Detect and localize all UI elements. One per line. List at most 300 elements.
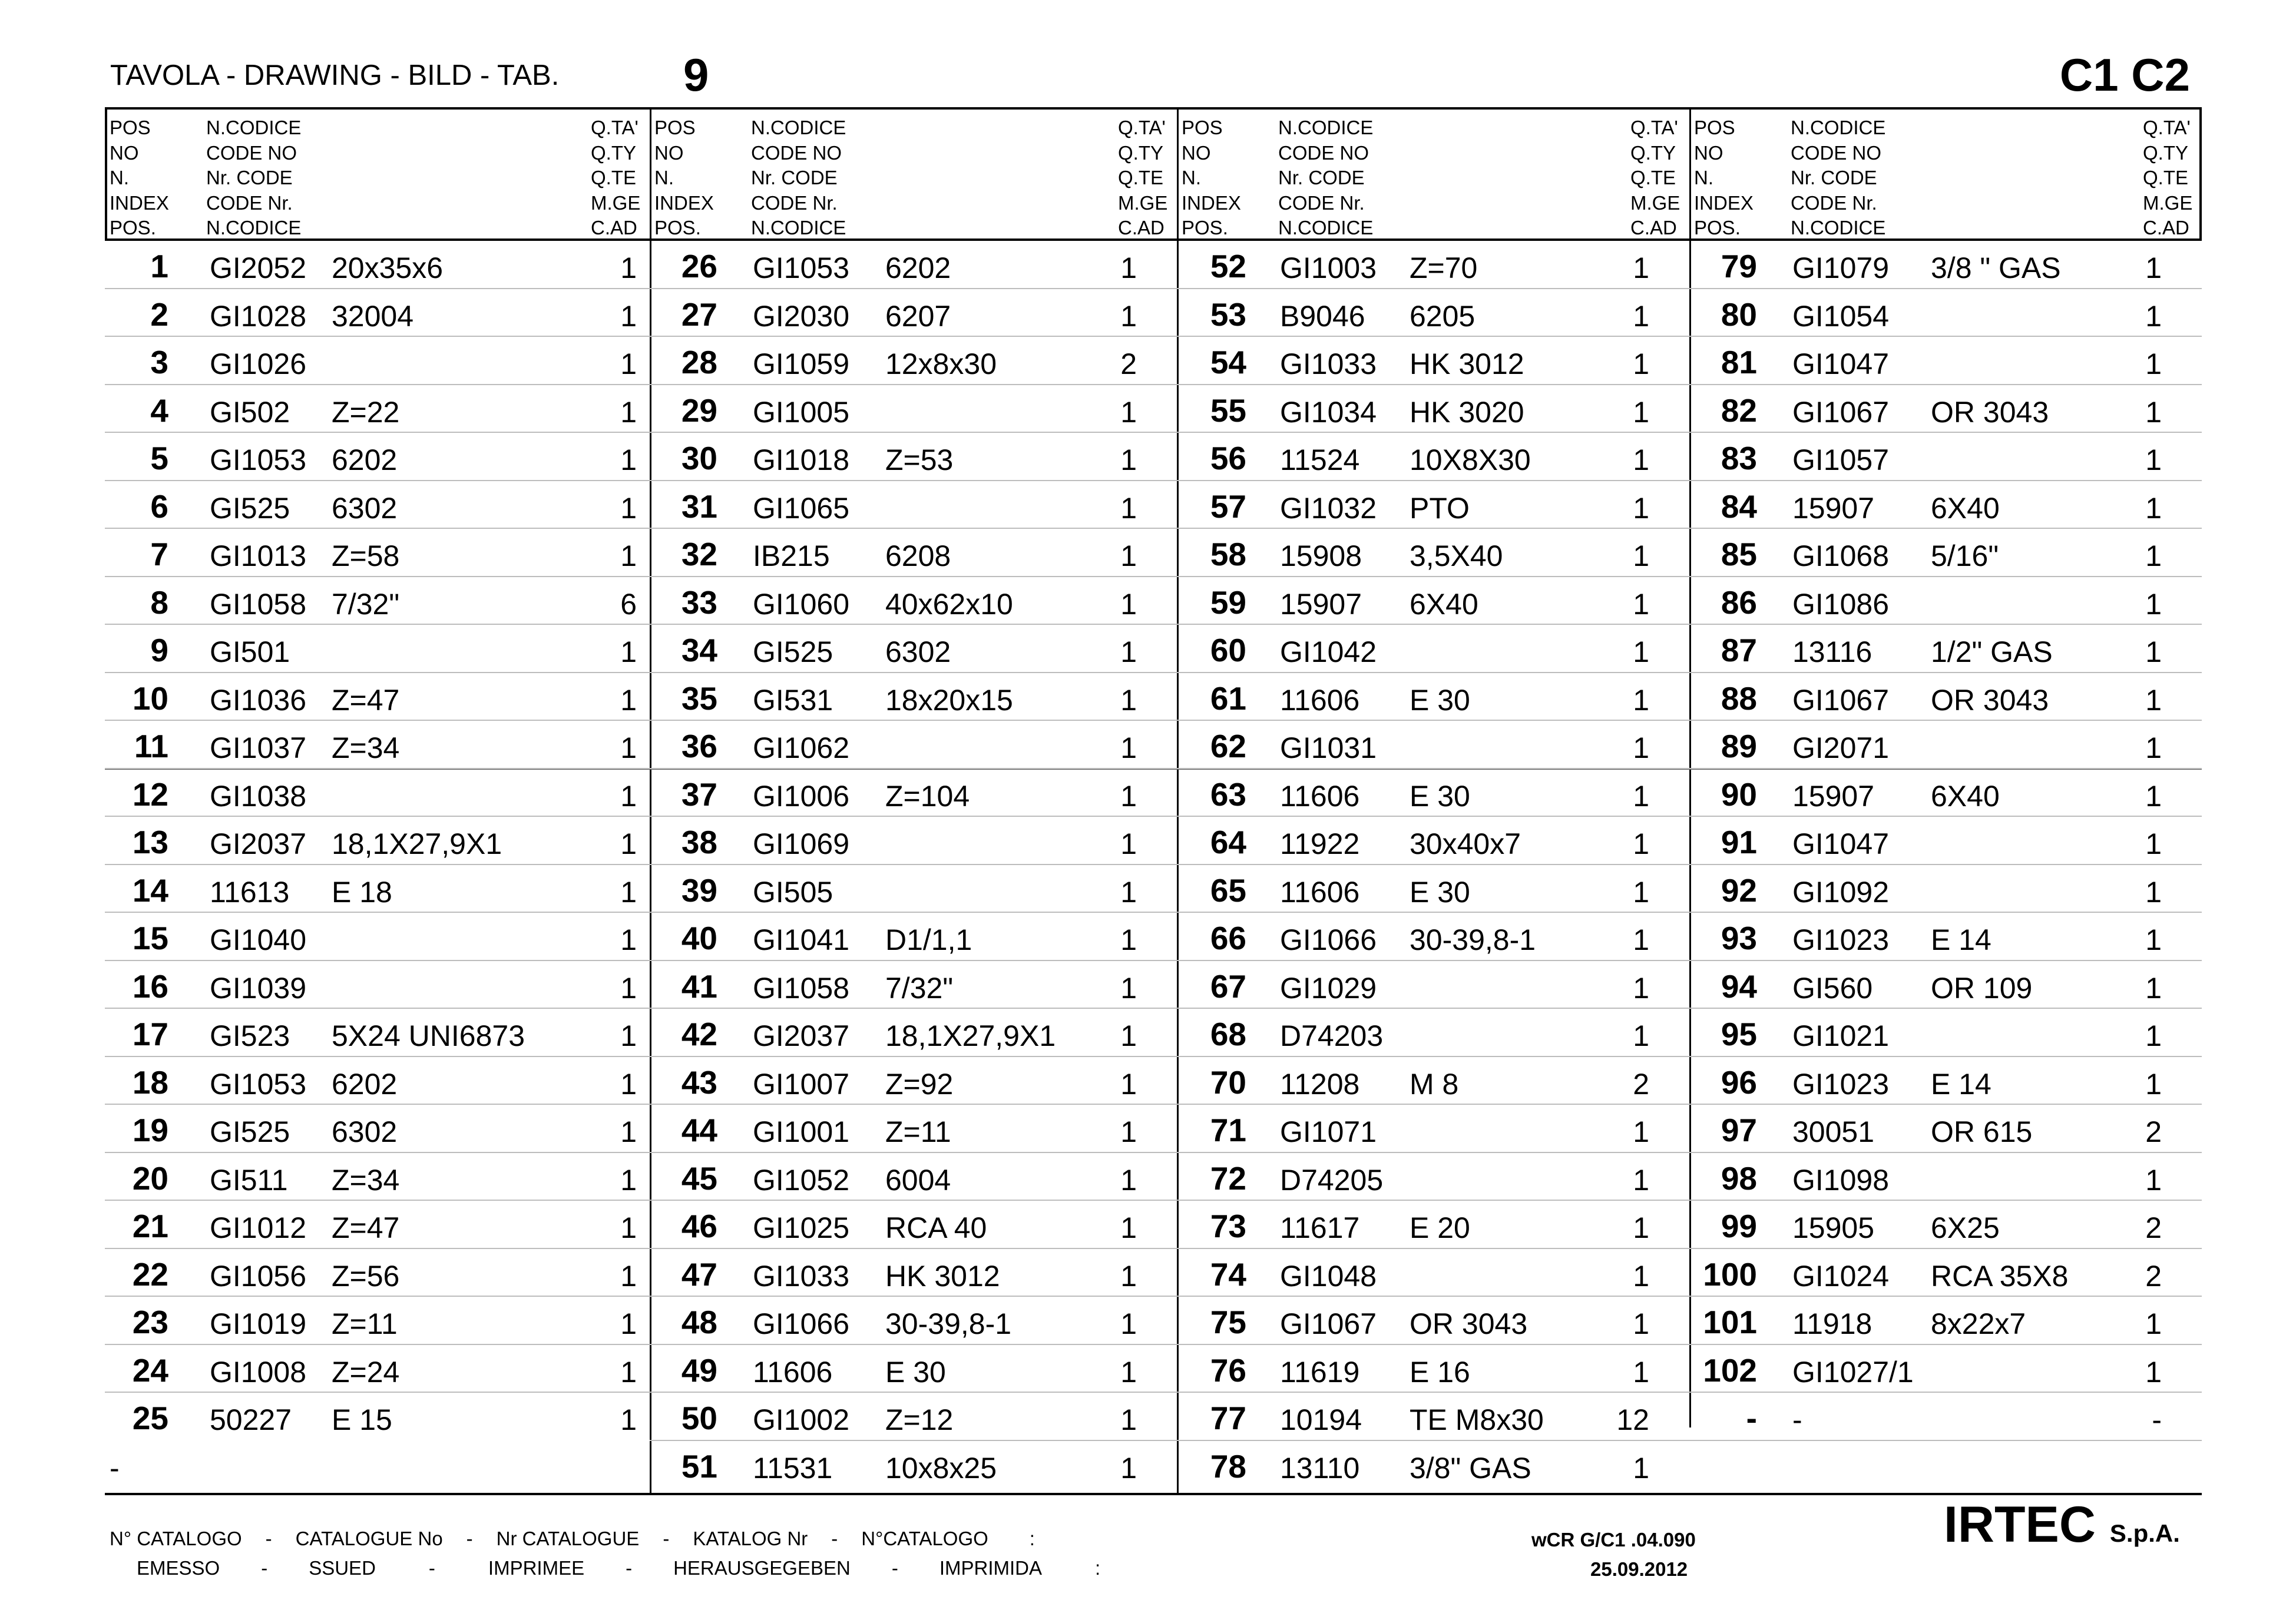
part-description: Z=34 [332, 731, 400, 764]
table-row [650, 1440, 1177, 1489]
header-qty-labels [1630, 115, 1680, 241]
table-row [1177, 577, 1689, 625]
part-quantity: 1 [2145, 587, 2162, 621]
part-description: 40x62x10 [885, 587, 1013, 621]
part-code: GI525 [210, 491, 290, 525]
part-description: Z=56 [332, 1259, 400, 1293]
part-quantity: 1 [620, 443, 637, 476]
header-label: NO [1694, 141, 1723, 164]
part-quantity: 1 [2145, 347, 2162, 380]
part-position: 46 [681, 1208, 717, 1244]
header-label: N.CODICE [1278, 217, 1374, 239]
header-label: Nr. CODE [206, 167, 293, 188]
part-quantity: 1 [1120, 683, 1137, 717]
part-quantity: 1 [1633, 827, 1649, 860]
part-position: 11 [134, 728, 168, 764]
part-quantity: 1 [2145, 539, 2162, 572]
header-label: NO [1182, 141, 1211, 164]
trailing-dash: - [110, 1452, 120, 1485]
part-quantity: 1 [620, 395, 637, 429]
part-quantity: 1 [1120, 827, 1137, 860]
part-quantity: 1 [1120, 395, 1137, 429]
table-row [105, 289, 650, 337]
table-row [650, 769, 1177, 817]
header-label: CODE Nr. [1791, 191, 1877, 214]
part-quantity: 1 [2145, 1067, 2162, 1101]
column-header [105, 107, 650, 240]
part-description: 32004 [332, 299, 414, 333]
header-label: POS. [1182, 217, 1228, 239]
part-position: 73 [1210, 1208, 1246, 1244]
part-code: GI1065 [753, 491, 850, 525]
part-description: 6302 [885, 635, 951, 668]
part-code: GI1059 [753, 347, 850, 380]
part-code: 15907 [1280, 587, 1362, 621]
part-quantity: 1 [1633, 395, 1649, 429]
table-row [105, 912, 650, 960]
part-quantity: 1 [620, 299, 637, 333]
part-position: 76 [1210, 1352, 1246, 1389]
part-code: GI1032 [1280, 491, 1377, 525]
part-code: GI531 [753, 683, 833, 717]
table-row [1689, 960, 2202, 1009]
part-position: 91 [1721, 824, 1757, 860]
part-quantity: 1 [1120, 1355, 1137, 1389]
part-quantity: - [2152, 1403, 2162, 1436]
part-position: 8 [150, 584, 168, 621]
part-quantity: 1 [2145, 635, 2162, 668]
part-code: GI1086 [1792, 587, 1890, 621]
part-quantity: 1 [1120, 443, 1137, 476]
part-quantity: 1 [2145, 971, 2162, 1005]
part-quantity: 1 [1120, 635, 1137, 668]
part-code: GI1001 [753, 1115, 850, 1148]
footer-label: Nr CATALOGUE [496, 1528, 640, 1549]
part-quantity: 1 [1120, 1403, 1137, 1436]
part-position: 57 [1210, 488, 1246, 525]
footer-label: HERAUSGEGEBEN [673, 1557, 851, 1579]
header-label: Q.TE [1630, 167, 1676, 188]
table-row [1689, 1248, 2202, 1297]
part-code: GI1008 [210, 1355, 307, 1389]
part-description: 6X40 [1931, 491, 2000, 525]
table-row [1177, 1344, 1689, 1393]
table-row [1689, 1296, 2202, 1344]
part-code: GI525 [210, 1115, 290, 1148]
part-code: GI1013 [210, 539, 307, 572]
part-position: 61 [1210, 680, 1246, 717]
header-label: INDEX [654, 191, 714, 214]
part-description: E 15 [332, 1403, 392, 1436]
header-label: POS [1182, 117, 1223, 138]
part-description: Z=47 [332, 683, 400, 717]
part-quantity: 1 [1633, 1451, 1649, 1485]
table-row [1689, 432, 2202, 481]
part-description: Z=70 [1410, 251, 1478, 284]
part-description: 30-39,8-1 [1410, 923, 1536, 956]
table-row [1177, 240, 1689, 289]
part-position: 28 [681, 344, 717, 380]
brand-suffix: S.p.A. [2109, 1519, 2180, 1547]
part-position: 49 [681, 1352, 717, 1389]
header-label: POS. [110, 217, 156, 239]
part-quantity: 1 [2145, 299, 2162, 333]
part-code: GI502 [210, 395, 290, 429]
part-position: 38 [681, 824, 717, 860]
table-row [1177, 1248, 1689, 1297]
header-qty-labels [2143, 115, 2192, 241]
part-code: 13110 [1280, 1451, 1360, 1485]
part-position: 78 [1210, 1448, 1246, 1485]
header-pos-labels [654, 115, 714, 241]
part-position: 40 [681, 920, 717, 956]
part-code: GI1062 [753, 731, 850, 764]
table-row [650, 1056, 1177, 1105]
part-position: 7 [150, 536, 168, 572]
header-label: Q.TE [1118, 167, 1164, 188]
header-code-labels [751, 115, 846, 241]
part-quantity: 1 [620, 1211, 637, 1244]
header-label: Q.TY [1118, 141, 1164, 164]
part-description: 1/2" GAS [1931, 635, 2053, 668]
part-description: PTO [1410, 491, 1470, 525]
part-quantity: 1 [2145, 491, 2162, 525]
part-quantity: 1 [1633, 1307, 1649, 1340]
part-position: 97 [1721, 1112, 1757, 1148]
table-row [650, 1104, 1177, 1152]
part-code: 15908 [1280, 539, 1362, 572]
part-position: 43 [681, 1064, 717, 1101]
header-label: N. [1694, 167, 1713, 188]
table-row [1177, 385, 1689, 433]
part-code: GI1057 [1792, 443, 1890, 476]
part-quantity: 1 [1633, 1259, 1649, 1293]
part-code: GI1047 [1792, 827, 1890, 860]
part-quantity: 1 [1120, 971, 1137, 1005]
table-row [1689, 1056, 2202, 1105]
part-description: HK 3020 [1410, 395, 1524, 429]
part-code: GI1026 [210, 347, 307, 380]
table-row [1689, 720, 2202, 769]
table-row [1177, 1056, 1689, 1105]
part-description: 12x8x30 [885, 347, 997, 380]
part-description: 20x35x6 [332, 251, 444, 284]
part-description: 6X25 [1931, 1211, 2000, 1244]
part-position: 1 [150, 248, 168, 284]
table-row [650, 481, 1177, 529]
part-quantity: 1 [620, 635, 637, 668]
header-label: C.AD [2143, 217, 2189, 239]
part-position: 18 [132, 1064, 168, 1101]
part-position: 89 [1721, 728, 1757, 764]
table-row [105, 336, 650, 385]
part-quantity: 1 [1633, 971, 1649, 1005]
part-quantity: 2 [2145, 1211, 2162, 1244]
part-code: GI1041 [753, 923, 850, 956]
part-quantity: 1 [2145, 395, 2162, 429]
part-code: GI1025 [753, 1211, 850, 1244]
part-quantity: 1 [2145, 1307, 2162, 1340]
part-description: OR 3043 [1410, 1307, 1528, 1340]
part-code: GI1048 [1280, 1259, 1377, 1293]
part-quantity: 1 [620, 491, 637, 525]
part-quantity: 1 [1633, 923, 1649, 956]
part-code: GI525 [753, 635, 833, 668]
part-position: 26 [681, 248, 717, 284]
part-quantity: 2 [1120, 347, 1137, 380]
table-row [105, 1104, 650, 1152]
part-quantity: 1 [1633, 1115, 1649, 1148]
part-quantity: 1 [620, 539, 637, 572]
part-code: 30051 [1792, 1115, 1875, 1148]
part-description: 5/16" [1931, 539, 1999, 572]
part-code: 11208 [1280, 1067, 1360, 1101]
table-row [105, 1392, 650, 1440]
part-quantity: 1 [1633, 1211, 1649, 1244]
part-quantity: 1 [2145, 1163, 2162, 1197]
part-code: GI1027/1 [1792, 1355, 1914, 1389]
part-position: 6 [150, 488, 168, 525]
part-description: Z=104 [885, 779, 970, 813]
part-quantity: 1 [2145, 827, 2162, 860]
header-label: N.CODICE [1791, 217, 1886, 239]
part-code: GI1058 [753, 971, 850, 1005]
part-code: GI1069 [753, 827, 850, 860]
footer-label: : [1095, 1557, 1101, 1579]
part-description: OR 615 [1931, 1115, 2033, 1148]
part-code: GI1023 [1792, 923, 1890, 956]
part-quantity: 1 [620, 1115, 637, 1148]
table-row [650, 912, 1177, 960]
part-position: 4 [150, 392, 168, 429]
part-code: GI1066 [1280, 923, 1377, 956]
part-code: GI2071 [1792, 731, 1890, 764]
header-label: Nr. CODE [751, 167, 838, 188]
header-label: CODE NO [1278, 141, 1369, 164]
header-label: C.AD [1630, 217, 1677, 239]
part-code: 11606 [753, 1355, 833, 1389]
part-position: 92 [1721, 872, 1757, 909]
footer-label: EMESSO [137, 1557, 220, 1579]
part-quantity: 1 [1633, 251, 1649, 284]
part-position: 72 [1210, 1160, 1246, 1197]
part-position: 33 [681, 584, 717, 621]
table-row [1177, 769, 1689, 817]
part-code: IB215 [753, 539, 830, 572]
part-quantity: 1 [620, 251, 637, 284]
part-description: 5X24 UNI6873 [332, 1019, 525, 1052]
footer-label: N° CATALOGO [110, 1528, 242, 1549]
part-quantity: 1 [2145, 683, 2162, 717]
table-row [650, 240, 1177, 289]
part-quantity: 1 [620, 1019, 637, 1052]
part-description: 8x22x7 [1931, 1307, 2026, 1340]
part-quantity: 1 [1120, 299, 1137, 333]
table-row [1177, 912, 1689, 960]
part-position: 29 [681, 392, 717, 429]
header-label: Q.TA' [591, 117, 638, 138]
header-label: CODE Nr. [206, 191, 293, 214]
part-position: 82 [1721, 392, 1757, 429]
part-description: Z=34 [332, 1163, 400, 1197]
part-position: 20 [132, 1160, 168, 1197]
table-row [1177, 1152, 1689, 1201]
footer-label: - [626, 1557, 633, 1579]
table-row [105, 624, 650, 673]
table-row [1177, 624, 1689, 673]
part-description: 6X40 [1931, 779, 2000, 813]
part-position: 5 [150, 440, 168, 476]
part-position: 88 [1721, 680, 1757, 717]
table-row [1177, 528, 1689, 577]
table-row [1177, 1200, 1689, 1248]
part-code: GI1033 [1280, 347, 1377, 380]
part-code: GI511 [210, 1163, 288, 1197]
header-label: M.GE [591, 191, 641, 214]
header-label: NO [654, 141, 684, 164]
catalog-reference: wCR G/C1 .04.090 [1531, 1529, 1696, 1551]
part-position: 64 [1210, 824, 1246, 860]
table-row [650, 336, 1177, 385]
part-position: 54 [1210, 344, 1246, 380]
header-label: Q.TA' [1630, 117, 1678, 138]
part-description: 30x40x7 [1410, 827, 1521, 860]
parts-column-2 [650, 107, 1177, 1494]
part-position: 47 [681, 1256, 717, 1293]
table-number: 9 [683, 49, 709, 101]
part-quantity: 1 [1633, 587, 1649, 621]
part-code: 15907 [1792, 779, 1875, 813]
table-row [1177, 720, 1689, 769]
part-description: Z=12 [885, 1403, 954, 1436]
part-position: - [1746, 1400, 1757, 1436]
part-code: 11524 [1280, 443, 1360, 476]
header-label: POS [1694, 117, 1735, 138]
footer-label: - [663, 1528, 670, 1549]
part-quantity: 1 [2145, 251, 2162, 284]
header-label: POS. [1694, 217, 1741, 239]
part-position: 83 [1721, 440, 1757, 476]
header-label: N.CODICE [206, 117, 302, 138]
part-description: OR 3043 [1931, 395, 2049, 429]
part-position: 80 [1721, 296, 1757, 333]
part-code: 50227 [210, 1403, 292, 1436]
part-quantity: 1 [1633, 635, 1649, 668]
part-position: 50 [681, 1400, 717, 1436]
table-row [1689, 528, 2202, 577]
header-label: Q.TE [591, 167, 637, 188]
part-code: GI1053 [210, 1067, 307, 1101]
part-description: 6202 [332, 443, 398, 476]
part-description: 18,1X27,9X1 [885, 1019, 1056, 1052]
table-row [105, 577, 650, 625]
part-code: GI1060 [753, 587, 850, 621]
part-position: 21 [132, 1208, 168, 1244]
part-quantity: 1 [1120, 779, 1137, 813]
table-row [105, 385, 650, 433]
part-quantity: 1 [1120, 1067, 1137, 1101]
part-description: Z=11 [332, 1307, 398, 1340]
part-quantity: 1 [1120, 731, 1137, 764]
part-code: GI1033 [753, 1259, 850, 1293]
part-description: HK 3012 [885, 1259, 1000, 1293]
header-label: N.CODICE [206, 217, 302, 239]
header-label: INDEX [110, 191, 169, 214]
table-row [1689, 289, 2202, 337]
footer-catalog-line [110, 1528, 1035, 1550]
part-quantity: 1 [620, 1067, 637, 1101]
parts-column-1 [105, 107, 650, 1494]
header-label: Nr. CODE [1791, 167, 1877, 188]
part-code: GI1031 [1280, 731, 1377, 764]
part-description: 6202 [332, 1067, 398, 1101]
part-description: 30-39,8-1 [885, 1307, 1012, 1340]
parts-column-4 [1689, 107, 2202, 1494]
part-code: GI1029 [1280, 971, 1377, 1005]
header-label: Q.TA' [2143, 117, 2191, 138]
part-quantity: 12 [1616, 1403, 1649, 1436]
header-label: C.AD [1118, 217, 1164, 239]
part-position: 63 [1210, 776, 1246, 813]
table-row [1689, 240, 2202, 289]
part-position: 10 [132, 680, 168, 717]
part-code: 11606 [1280, 683, 1360, 717]
part-position: 15 [132, 920, 168, 956]
table-row [1177, 1296, 1689, 1344]
brand-name: IRTEC [1944, 1496, 2096, 1553]
part-position: 94 [1721, 968, 1757, 1005]
part-description: M 8 [1410, 1067, 1459, 1101]
part-quantity: 1 [1633, 1019, 1649, 1052]
footer-label: - [428, 1557, 435, 1579]
header-label: Q.TY [1630, 141, 1676, 164]
table-row [1689, 336, 2202, 385]
part-quantity: 1 [620, 1355, 637, 1389]
footer-label: N°CATALOGO [861, 1528, 988, 1549]
part-quantity: 1 [620, 347, 637, 380]
part-description: 3,5X40 [1410, 539, 1503, 572]
part-code: 15907 [1792, 491, 1875, 525]
part-description: HK 3012 [1410, 347, 1524, 380]
part-code: GI1098 [1792, 1163, 1890, 1197]
part-description: Z=92 [885, 1067, 954, 1101]
column-header [1689, 107, 2202, 240]
part-description: E 16 [1410, 1355, 1470, 1389]
part-code: GI1005 [753, 395, 850, 429]
part-code: 11613 [210, 875, 290, 909]
table-row [105, 481, 650, 529]
part-code: D74203 [1280, 1019, 1384, 1052]
part-quantity: 1 [620, 971, 637, 1005]
table-row [1177, 1440, 1689, 1489]
part-code: GI1012 [210, 1211, 307, 1244]
part-position: 45 [681, 1160, 717, 1197]
table-row [1177, 1008, 1689, 1056]
table-row [1689, 1152, 2202, 1201]
table-row [105, 960, 650, 1009]
part-description: 7/32" [885, 971, 954, 1005]
table-row [105, 1296, 650, 1344]
header-pos-labels [1182, 115, 1241, 241]
table-row [650, 1008, 1177, 1056]
part-quantity: 1 [1633, 875, 1649, 909]
part-quantity: 1 [620, 779, 637, 813]
table-row [1177, 289, 1689, 337]
table-row [650, 624, 1177, 673]
table-row [105, 1344, 650, 1393]
part-position: 62 [1210, 728, 1246, 764]
table-row [1689, 816, 2202, 865]
